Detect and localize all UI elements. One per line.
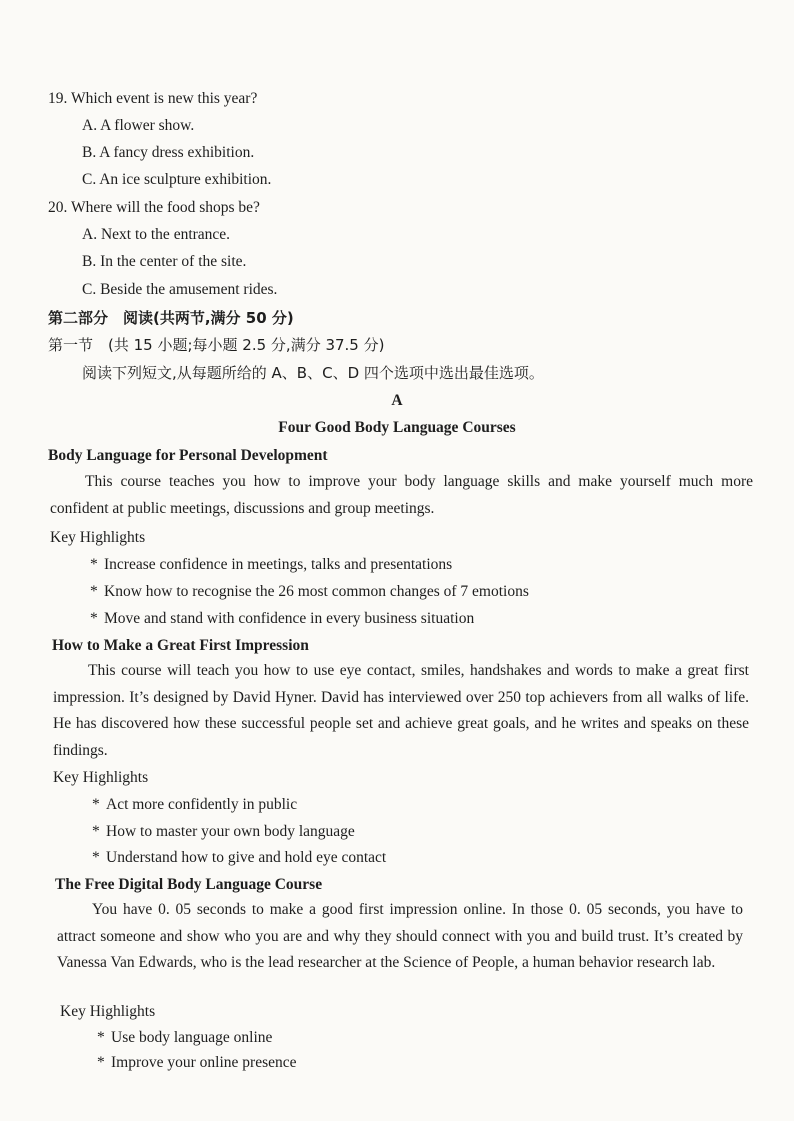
course-3-highlights-label: Key Highlights	[60, 1003, 156, 1020]
course-1-heading: Body Language for Personal Development	[48, 447, 328, 464]
bullet-star-icon: *	[92, 849, 100, 866]
course-2-highlight-2: * How to master your own body language	[92, 823, 355, 840]
course-2-heading: How to Make a Great First Impression	[52, 637, 309, 654]
course-3-highlight-2: * Improve your online presence	[97, 1054, 297, 1071]
bullet-star-icon: *	[92, 796, 100, 813]
part-heading: 第二部分 阅读(共两节,满分 50 分)	[48, 309, 294, 327]
course-1-highlight-1: * Increase confidence in meetings, talks and presentations	[90, 556, 453, 573]
course-2-highlight-3: * Understand how to give and hold eye contact	[92, 849, 387, 866]
question-20-option-c: C. Beside the amusement rides.	[82, 281, 278, 298]
question-19-stem: 19. Which event is new this year?	[48, 90, 258, 107]
course-2-highlight-1: * Act more confidently in public	[92, 796, 298, 813]
instruction-text: 阅读下列短文,从每题所给的 A、B、C、D 四个选项中选出最佳选项。	[82, 364, 544, 382]
subsection-heading: 第一节 (共 15 小题;每小题 2.5 分,满分 37.5 分)	[48, 336, 385, 354]
bullet-star-icon: *	[92, 823, 100, 840]
bullet-star-icon: *	[97, 1054, 105, 1071]
passage-letter: A	[391, 392, 403, 409]
course-1-highlight-3: * Move and stand with confidence in every business situation	[90, 610, 475, 627]
question-19-option-c: C. An ice sculpture exhibition.	[82, 171, 272, 188]
question-20-stem: 20. Where will the food shops be?	[48, 199, 260, 216]
question-20-option-a: A. Next to the entrance.	[82, 226, 231, 243]
bullet-star-icon: *	[90, 583, 98, 600]
course-1-highlights-label: Key Highlights	[50, 529, 146, 546]
question-20-option-b: B. In the center of the site.	[82, 253, 247, 270]
passage-title: Four Good Body Language Courses	[278, 419, 516, 436]
course-3-description: You have 0. 05 seconds to make a good first impression online. In those 0. 05 seconds, you have to attract someone and show who you are and why they should connect with you and build trust. It’s created by Vanessa Van Edwards, who is the lead researcher at the Science of People, a human behavior research lab.	[57, 901, 743, 971]
bullet-star-icon: *	[90, 556, 98, 573]
bullet-star-icon: *	[97, 1029, 105, 1046]
course-3-heading: The Free Digital Body Language Course	[55, 876, 323, 893]
course-1-highlight-2: * Know how to recognise the 26 most common changes of 7 emotions	[90, 583, 529, 600]
question-19-option-a: A. A flower show.	[82, 117, 195, 134]
bullet-star-icon: *	[90, 610, 98, 627]
question-19-option-b: B. A fancy dress exhibition.	[82, 144, 255, 161]
course-2-description: This course will teach you how to use eye contact, smiles, handshakes and words to make a great first impression. It’s designed by David Hyner. David has interviewed over 250 top achievers from all walks of life. He has discovered how these successful people set and achieve great goals, and he writes and speaks on these findings.	[53, 662, 749, 759]
course-1-description: This course teaches you how to improve your body language skills and make yourself much more confident at public meetings, discussions and group meetings.	[50, 473, 753, 517]
course-2-highlights-label: Key Highlights	[53, 769, 149, 786]
course-3-highlight-1: * Use body language online	[97, 1029, 273, 1046]
